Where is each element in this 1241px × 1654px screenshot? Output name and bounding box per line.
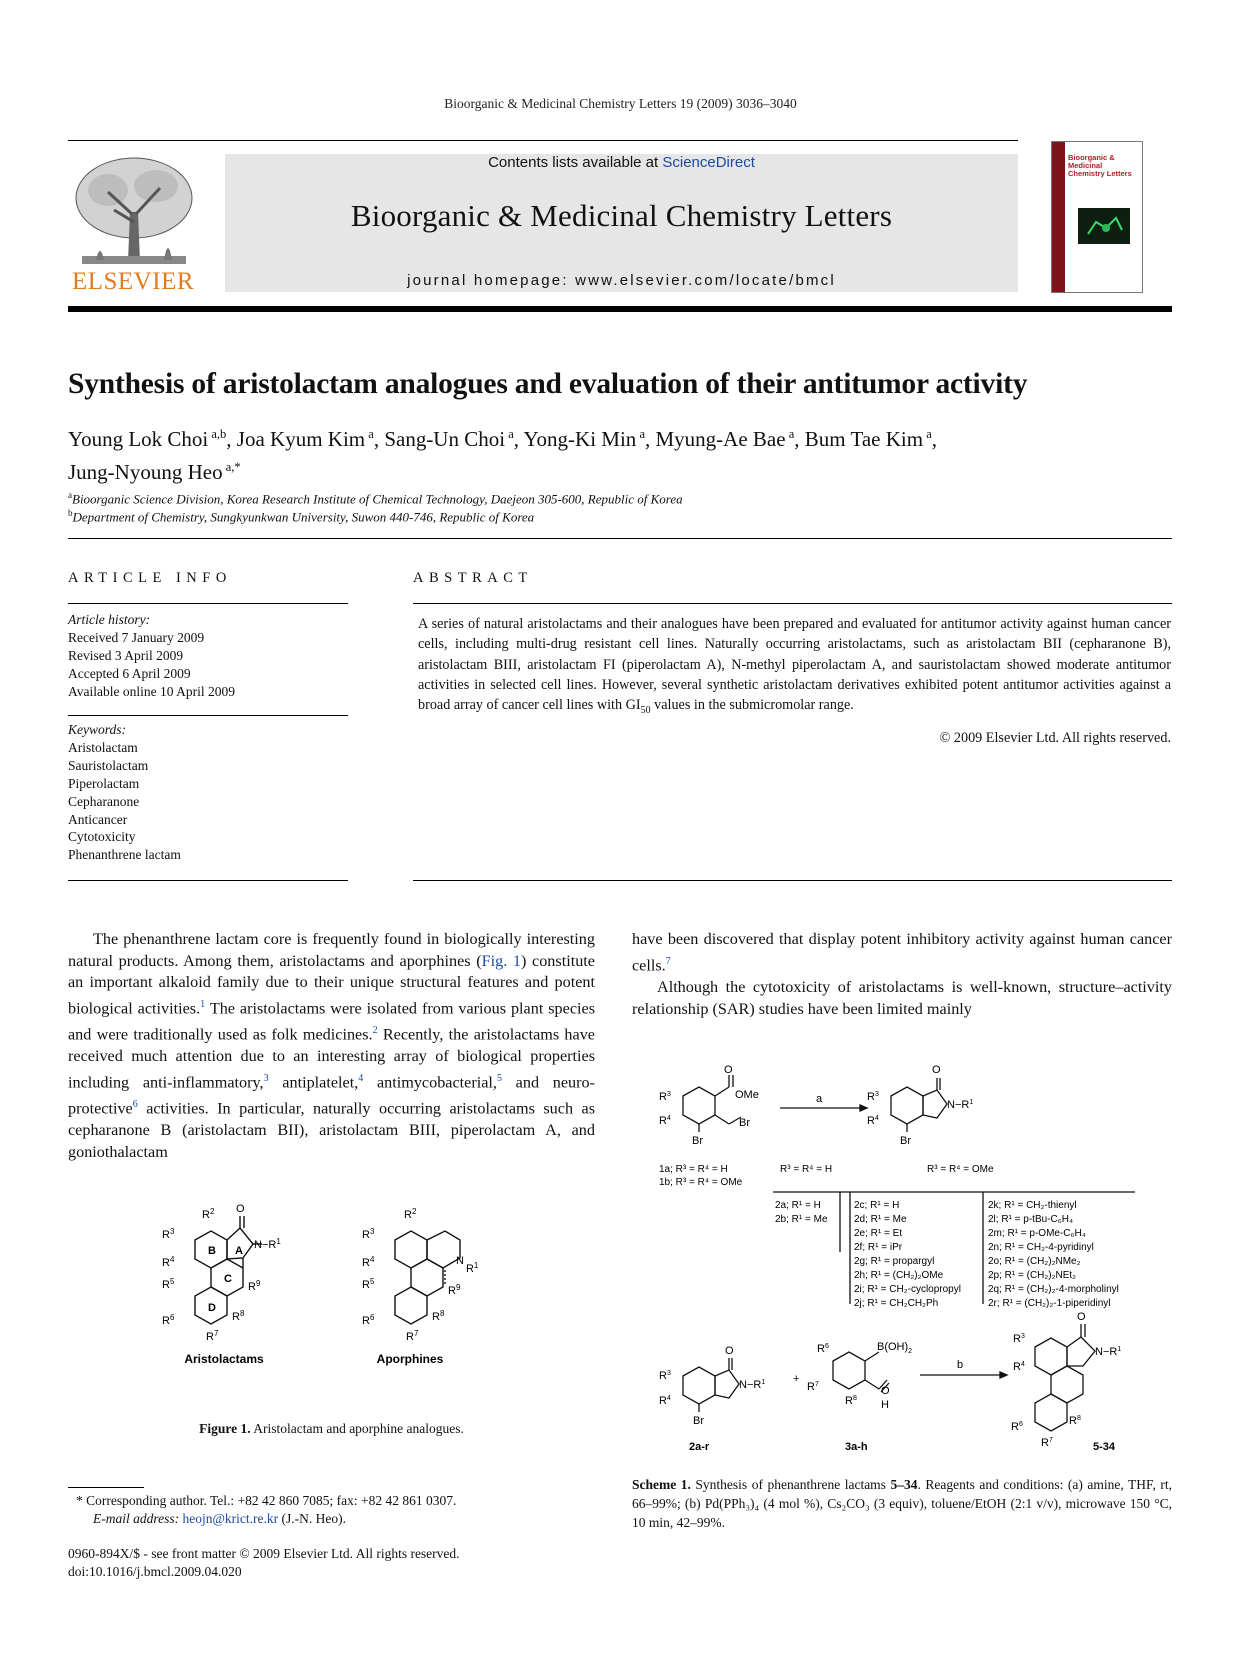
journal-homepage[interactable]: journal homepage: www.elsevier.com/locate/bmcl: [407, 272, 836, 289]
author-separator: ,: [513, 427, 524, 451]
continued-paragraph: have been discovered that display potent inhibitory activity against human cancer cells.$^7$: [632, 930, 1172, 975]
compound-2cj-entry: 2j; R¹ = CH₂CH₂Ph: [854, 1298, 939, 1309]
ring-label-a: A: [235, 1245, 243, 1257]
history-item: Revised 3 April 2009: [68, 647, 184, 663]
ring-label-c: C: [224, 1273, 232, 1285]
article-title: Synthesis of aristolactam analogues and evaluation of their antitumor activity: [68, 368, 1028, 400]
scheme-isoindolinone-ring: [891, 1087, 923, 1124]
label-5-34: 5-34: [1093, 1441, 1116, 1453]
aristolactam-r5: $R^5$: [162, 1277, 175, 1291]
scheme-ester-ring: [683, 1087, 715, 1124]
step-b-label: b: [956, 1359, 964, 1371]
svg-text:R6: $R^6$: [817, 1343, 829, 1355]
figure-1-structures: [160, 1198, 520, 1393]
svg-text:R4: $R^4$: [1013, 1361, 1025, 1373]
aporphine-r4: $R^4$: [362, 1255, 375, 1269]
svg-text:R3: $R^3$: [1013, 1333, 1025, 1345]
header-r-ome: R³ = R⁴ = OMe: [927, 1164, 994, 1175]
author-affiliation-mark[interactable]: a,b: [208, 427, 227, 441]
author-separator: ,: [931, 427, 937, 451]
figure-1: [160, 1198, 520, 1393]
compound-2kr-entry: 2r; R¹ = (CH₂)₂-1-piperidinyl: [988, 1298, 1111, 1309]
plus-sign: +: [793, 1373, 800, 1385]
aristolactam-n-r1: $N-R^1$: [254, 1237, 281, 1251]
svg-text:R6: $R^6$: [1011, 1421, 1023, 1433]
label-2a-r: 2a-r: [689, 1441, 710, 1453]
svg-text:R4: $R^4$: [659, 1115, 671, 1127]
compound-2cj-entry: 2i; R¹ = CH₂-cyclopropyl: [854, 1284, 961, 1295]
affiliation-b: $^b$Department of Chemistry, Sungkyunkwan University, Suwon 440-746, Republic of Korea: [68, 508, 535, 525]
header-top-rule: [68, 140, 1018, 141]
aristolactams-label: Aristolactams: [184, 1352, 264, 1366]
compound-2kr-entry: 2k; R¹ = CH₂-thienyl: [988, 1200, 1077, 1211]
svg-text:O: O: [1077, 1311, 1086, 1323]
aristolactam-r3: $R^3$: [162, 1227, 175, 1241]
author-affiliation-mark[interactable]: a: [923, 427, 932, 441]
history-item: Available online 10 April 2009: [68, 683, 235, 699]
compound-2kr-entry: 2q; R¹ = (CH₂)₂-4-morpholinyl: [988, 1284, 1119, 1295]
svg-text:R7: $R^7$: [1041, 1437, 1053, 1449]
svg-text:R4: $R^4$: [867, 1115, 879, 1127]
abstract-heading: ABSTRACT: [413, 570, 533, 586]
author-name[interactable]: Joa Kyum Kim: [236, 427, 366, 451]
ref-1[interactable]: 1: [200, 999, 206, 1011]
journal-cover-thumbnail[interactable]: [1051, 141, 1143, 293]
author-name[interactable]: Jung-Nyoung Heo: [68, 460, 223, 484]
ref-3[interactable]: 3: [263, 1073, 269, 1084]
step-a-label: a: [815, 1093, 823, 1105]
svg-text:R3: $R^3$: [659, 1091, 671, 1103]
article-history: [68, 611, 348, 701]
contents-availability: [225, 154, 1018, 171]
aristolactam-r4: $R^4$: [162, 1255, 175, 1269]
compound-2ab-entry: 2a; R¹ = H: [775, 1200, 821, 1211]
svg-text:O: O: [725, 1345, 734, 1357]
label-3a-h: 3a-h: [845, 1441, 868, 1453]
svg-text:R4: $R^4$: [659, 1395, 671, 1407]
history-item: Accepted 6 April 2009: [68, 665, 191, 681]
svg-text:N−R1: $N-R^1$: [1095, 1346, 1122, 1358]
author-affiliation-mark[interactable]: a,*: [222, 460, 241, 474]
cover-molecule-image: [1078, 208, 1130, 244]
keywords-label: Keywords:: [68, 722, 126, 737]
svg-text:O: O: [932, 1064, 941, 1076]
email-link[interactable]: heojn@krict.re.kr: [182, 1511, 279, 1526]
article-info-bottom-rule: [68, 880, 348, 881]
keywords-list: [68, 739, 348, 864]
svg-text:O: O: [881, 1385, 890, 1397]
compound-2kr-entry: 2o; R¹ = (CH₂)₂NMe₂: [988, 1256, 1081, 1267]
doi-line[interactable]: doi:10.1016/j.bmcl.2009.04.020: [68, 1564, 242, 1579]
history-label: Article history:: [68, 612, 151, 627]
keyword-item: Phenanthrene lactam: [68, 847, 181, 863]
article-info-rule: [68, 603, 348, 604]
aristolactam-structure: [195, 1216, 262, 1324]
author-separator: ,: [645, 427, 656, 451]
scheme-1-structures: [655, 1064, 1155, 1462]
compound-2kr-entry: 2m; R¹ = p-OMe-C₆H₄: [988, 1228, 1086, 1239]
svg-text:O: O: [724, 1064, 733, 1076]
compound-2cj-entry: 2h; R¹ = (CH₂)₂OMe: [854, 1270, 944, 1281]
keyword-item: Piperolactam: [68, 775, 140, 791]
author-affiliation-mark[interactable]: a: [785, 427, 795, 441]
elsevier-logo: [68, 152, 198, 294]
author-separator: ,: [373, 427, 385, 451]
cover-title: Bioorganic & Medicinal Chemistry Letters: [1068, 153, 1132, 178]
sar-paragraph: Although the cytotoxicity of aristolactams is well-known, structure–activity relationship (SAR) studies have been limited mainly: [632, 977, 1172, 1018]
svg-text:N−R1: $N-R^1$: [947, 1099, 974, 1111]
compound-2cj-entry: 2e; R¹ = Et: [854, 1228, 903, 1239]
compound-2cj-entry: 2c; R¹ = H: [854, 1200, 900, 1211]
article-info-heading: ARTICLE INFO: [68, 570, 232, 586]
body-right-column: [632, 929, 1172, 1020]
abstract-copyright: © 2009 Elsevier Ltd. All rights reserved.: [939, 730, 1171, 746]
compound-2ab-entry: 2b; R¹ = Me: [775, 1214, 828, 1225]
affiliation-a: $^a$Bioorganic Science Division, Korea Research Institute of Chemical Technology, Daejeon 305-600, Republic of Korea: [68, 490, 683, 507]
footnote-rule: [68, 1487, 144, 1488]
compound-2cj-entry: 2g; R¹ = propargyl: [854, 1256, 935, 1267]
compound-2cj-entry: 2d; R¹ = Me: [854, 1214, 907, 1225]
ring-label-b: B: [208, 1245, 216, 1257]
contents-prefix: Contents lists available at: [488, 154, 663, 171]
affiliation-rule: [68, 538, 1172, 539]
compound-2kr-entry: 2l; R¹ = p-tBu-C₆H₄: [988, 1214, 1074, 1225]
compound-1b: 1b; R³ = R⁴ = OMe: [659, 1177, 743, 1188]
svg-text:Br: Br: [739, 1117, 750, 1129]
keyword-item: Anticancer: [68, 811, 128, 827]
aporphine-r7: $R^7$: [406, 1329, 419, 1343]
aristolactam-r6: $R^6$: [162, 1313, 175, 1327]
author-list: [68, 420, 1178, 486]
author-affiliation-mark[interactable]: a: [505, 427, 514, 441]
svg-text:B(OH)2: $B(OH)_2$: [877, 1341, 913, 1355]
compound-2kr-entry: 2p; R¹ = (CH₂)₂NEt₂: [988, 1270, 1077, 1281]
keyword-item: Sauristolactam: [68, 757, 149, 773]
abstract-rule: [413, 603, 1172, 604]
ring-label-d: D: [208, 1302, 216, 1314]
author-affiliation-mark[interactable]: a: [365, 427, 374, 441]
aporphine-r6: $R^6$: [362, 1313, 375, 1327]
publisher-wordmark: ELSEVIER: [71, 268, 195, 295]
svg-text:Br: Br: [693, 1415, 704, 1427]
figure-1-link[interactable]: Fig. 1: [481, 951, 521, 970]
header-bottom-rule: [68, 306, 1172, 312]
keywords-block: [68, 721, 348, 864]
header-r-h: R³ = R⁴ = H: [780, 1164, 833, 1175]
svg-text:Br: Br: [900, 1135, 911, 1147]
svg-text:H: H: [881, 1399, 889, 1411]
ref-5[interactable]: 5: [496, 1073, 502, 1084]
aristolactam-oxygen: O: [236, 1203, 245, 1215]
scheme-compound-table: [775, 1200, 1119, 1309]
svg-text:R8: $R^8$: [1069, 1415, 1081, 1427]
aporphine-n-r1: $NR^1$: [456, 1255, 479, 1275]
intro-paragraph: The phenanthrene lactam core is frequently found in biologically interesting natural products. Among them, aristolactams and aporphines (Fig. 1) constitute an important alkaloid family due to their unique structural features and potent biological activities.$^1$ The aristolactams were isolated from various plant species and were traditionally used as folk medicines.$^2$ Recently, the aristolactams have received much attention due to an interesting array of biological properties including anti-inflammatory,$^3$ antiplatelet,$^4$ antimycobacterial,$^5$ and neuro-protective$^6$ activities. In particular, naturally occurring aristolactams such as cepharanone B (aristolactam BII), aristolactam BIII, piperolactam A, and goniothalactam: [68, 930, 596, 1161]
keywords-rule: [68, 715, 348, 716]
ref-4[interactable]: 4: [358, 1073, 364, 1084]
abstract-text: A series of natural aristolactams and their analogues have been prepared and evaluated for antitumor activity against human cancer cells, including multi-drug resistant cell lines. Naturally occurring aristolactams, such as aristolactam BII (cepharanone B), aristolactam BIII, aristolactam FI (piperolactam A), N-methyl piperolactam A, and sauristolactam showed moderate antitumor activities in selected cell lines. However, several synthetic aristolactam derivatives exhibited potent antitumor activities against a broad array of cancer cell lines with $GI_{50}$ values in the submicromolar range.: [418, 616, 1171, 717]
svg-text:R3: $R^3$: [867, 1091, 879, 1103]
aristolactam-r2: $R^2$: [202, 1207, 215, 1221]
aristolactam-r7: $R^7$: [206, 1329, 219, 1343]
abstract-bottom-rule: [413, 880, 1172, 881]
compound-2kr-entry: 2n; R¹ = CH₂-4-pyridinyl: [988, 1242, 1094, 1253]
keyword-item: Cytotoxicity: [68, 829, 136, 845]
sciencedirect-link[interactable]: ScienceDirect: [662, 154, 755, 171]
cover-spine: [1052, 142, 1065, 292]
ref-6[interactable]: 6: [132, 1099, 138, 1111]
corresponding-author-note: * Corresponding author. Tel.: +82 42 860 7085; fax: +82 42 861 0307.: [76, 1493, 457, 1508]
email-note: E-mail address: heojn@krict.re.kr (J.-N. Heo).: [93, 1511, 347, 1526]
issn-line: 0960-894X/$ - see front matter © 2009 Elsevier Ltd. All rights reserved.: [68, 1546, 460, 1561]
journal-reference: Bioorganic & Medicinal Chemistry Letters 19 (2009) 3036–3040: [444, 96, 797, 111]
author-name[interactable]: Yong-Ki Min: [523, 427, 637, 451]
author-name[interactable]: Sang-Un Choi: [384, 427, 506, 451]
aporphine-structure: [395, 1231, 460, 1324]
figure-1-caption: Figure 1. Aristolactam and aporphine analogues.: [199, 1421, 464, 1436]
svg-text:Br: Br: [692, 1135, 703, 1147]
ref-2[interactable]: 2: [372, 1025, 378, 1037]
svg-text:OMe: OMe: [735, 1089, 759, 1101]
ref-7[interactable]: 7: [665, 955, 671, 967]
aporphine-r9: $R^9$: [448, 1283, 461, 1297]
author-name[interactable]: Bum Tae Kim: [804, 427, 924, 451]
svg-text:R8: $R^8$: [845, 1395, 857, 1407]
svg-text:R3: $R^3$: [659, 1370, 671, 1382]
author-affiliation-mark[interactable]: a: [636, 427, 645, 441]
author-name[interactable]: Myung-Ae Bae: [655, 427, 786, 451]
body-left-column: [68, 929, 595, 1164]
aporphine-r3: $R^3$: [362, 1227, 375, 1241]
aporphine-r5: $R^5$: [362, 1277, 375, 1291]
history-list: [68, 629, 348, 701]
journal-title: Bioorganic & Medicinal Chemistry Letters: [350, 198, 893, 233]
author-name[interactable]: Young Lok Choi: [68, 427, 209, 451]
aporphine-r8: $R^8$: [432, 1309, 445, 1323]
author-separator: ,: [794, 427, 805, 451]
compound-2cj-entry: 2f; R¹ = iPr: [854, 1242, 903, 1253]
author-separator: ,: [226, 427, 237, 451]
svg-text:N−R1: $N-R^1$: [739, 1379, 766, 1391]
aristolactam-r8: $R^8$: [232, 1309, 245, 1323]
scheme-1-caption: Scheme 1. Synthesis of phenanthrene lactams 5–34. Reagents and conditions: (a) amine, THF, rt, 66–99%; (b) Pd(PPh₃)₄ (4 mol %), Cs₂CO₃ (3 equiv), toluene/EtOH (2:1 v/v), microwave 150 °C, 10 min, 42–99%.: [632, 1477, 1172, 1530]
aporphine-r2: $R^2$: [404, 1207, 417, 1221]
keyword-item: Aristolactam: [68, 739, 138, 755]
compound-1a: 1a; R³ = R⁴ = H: [659, 1164, 728, 1175]
keyword-item: Cepharanone: [68, 793, 140, 809]
aporphines-label: Aporphines: [376, 1352, 444, 1366]
aristolactam-r9: $R^9$: [248, 1279, 261, 1293]
history-item: Received 7 January 2009: [68, 629, 205, 645]
svg-text:R7: $R^7$: [807, 1381, 819, 1393]
scheme-1: [655, 1064, 1155, 1462]
